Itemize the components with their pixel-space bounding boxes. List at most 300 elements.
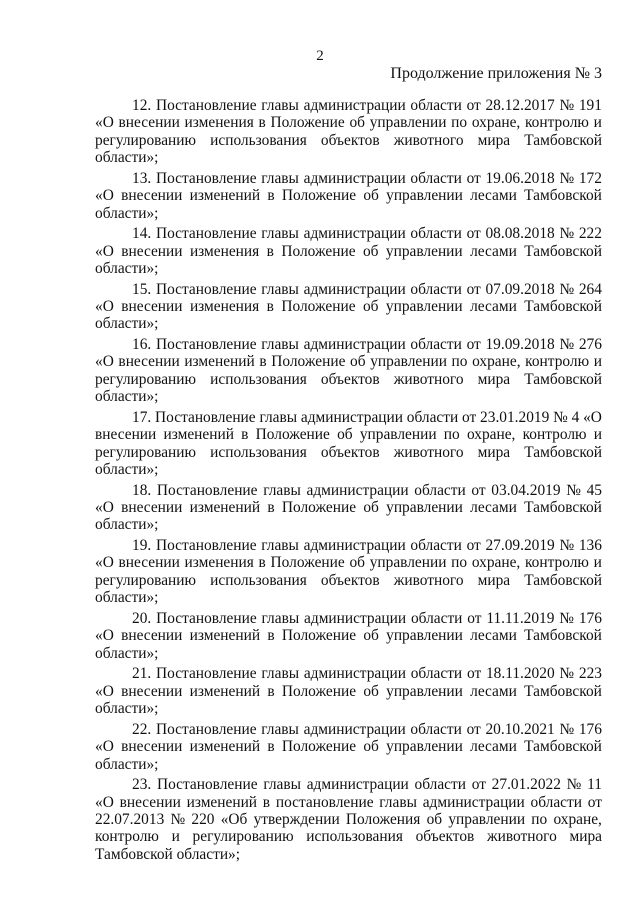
word: области [410, 720, 462, 738]
word: лесами [470, 738, 517, 756]
list-item [95, 537, 602, 607]
word: от [466, 225, 481, 243]
word: об [362, 298, 379, 316]
word: № [559, 280, 575, 298]
word: в [267, 627, 275, 645]
word: от [466, 537, 481, 555]
word: администрации [303, 280, 406, 298]
word: области»; [95, 204, 159, 222]
list-item-line [95, 683, 602, 700]
word: внесении [121, 298, 183, 316]
word: объектов [320, 370, 380, 388]
list-item-line [95, 589, 602, 606]
word: в [266, 298, 274, 316]
word: 136 [578, 537, 602, 555]
word: 08.08.2018 [485, 225, 555, 243]
word: администрации [303, 97, 406, 114]
word: об [349, 114, 365, 132]
word: в [267, 187, 275, 205]
word: 28.12.2017 [485, 97, 555, 114]
list-item-line [95, 627, 602, 644]
word: главы [263, 776, 301, 794]
word: животного [393, 443, 464, 461]
word: администрации [303, 537, 406, 555]
word: регулированию [95, 370, 197, 388]
word: администрации [303, 169, 406, 187]
word: регулированию [95, 443, 197, 461]
word: главы [261, 336, 299, 354]
word: изменений [189, 499, 261, 517]
word: Тамбовской [524, 627, 602, 645]
word: в [258, 554, 266, 572]
list-item-line [95, 149, 602, 166]
word: использования [210, 131, 307, 149]
word: 4 [571, 408, 580, 426]
word: об [426, 810, 443, 828]
word: изменений [163, 426, 234, 444]
word: лесами [470, 242, 517, 260]
word: области [410, 336, 462, 354]
word: области»; [95, 388, 159, 406]
word: области»; [95, 755, 159, 773]
continuation-heading: Продолжение приложения № 3 [390, 65, 602, 82]
list-item-line [95, 482, 602, 499]
word: внесении [121, 499, 183, 517]
word: управлении [385, 298, 463, 316]
word: «О [95, 353, 114, 371]
word: № [566, 481, 581, 499]
word: «Об [220, 810, 248, 828]
word: об [363, 627, 379, 645]
list-item-line [95, 388, 602, 405]
word: животного [393, 571, 464, 589]
word: постановление [275, 793, 374, 811]
word: «О [95, 114, 114, 132]
word: 176 [578, 609, 602, 627]
word: управлении [369, 554, 447, 572]
word: мира [477, 443, 511, 461]
list-item-line [95, 499, 602, 516]
list-item [95, 336, 602, 406]
word: 223 [578, 665, 602, 683]
word: главы [261, 720, 299, 738]
word: управлении [386, 738, 463, 756]
word: Тамбовской [524, 499, 602, 517]
word: от [466, 665, 482, 683]
word: управлении [369, 114, 447, 132]
word: № [559, 336, 575, 354]
word: от [467, 609, 482, 627]
word: администрации [303, 336, 406, 354]
word: области [410, 609, 463, 627]
list-item-line [95, 756, 602, 773]
word: мира [569, 828, 602, 846]
word: Постановление [155, 280, 257, 298]
list-item [95, 281, 602, 333]
word: животного [393, 370, 464, 388]
word: Положение [281, 738, 357, 756]
word: Тамбовской [524, 738, 602, 756]
word: от [466, 169, 481, 187]
word: 20.10.2021 [485, 720, 555, 738]
word: 264 [578, 280, 602, 298]
word: объектов [320, 571, 380, 589]
word: 14. [132, 225, 152, 243]
word: и [593, 426, 602, 444]
word: администрации [304, 609, 407, 627]
list-item-line [95, 828, 602, 845]
word: изменений [184, 353, 255, 371]
word: 21. [132, 665, 152, 683]
enumerated-list [95, 97, 602, 863]
word: администрации [306, 776, 409, 794]
word: от [462, 408, 477, 426]
word: 18.11.2020 [485, 665, 555, 683]
word: главы [261, 225, 299, 243]
word: № [170, 810, 186, 828]
word: Положение [281, 499, 357, 517]
word: охране, [466, 426, 516, 444]
word: управлении [359, 426, 437, 444]
word: использования [306, 828, 403, 846]
word: по [531, 810, 548, 828]
word: 13. [132, 169, 152, 187]
word: 27.01.2022 [491, 776, 561, 794]
word: Положение [281, 187, 357, 205]
word: об [337, 426, 353, 444]
word: администрации [306, 481, 409, 499]
word: охране, [471, 114, 521, 132]
word: Постановление [156, 609, 257, 627]
word: «О [95, 554, 114, 572]
word: внесении [121, 187, 183, 205]
word: № [559, 609, 574, 627]
word: управлении [448, 810, 526, 828]
word: 191 [578, 97, 602, 114]
word: Тамбовской [95, 845, 173, 863]
word: Тамбовской [524, 682, 602, 700]
word: управлении [370, 353, 447, 371]
word: 03.04.2019 [491, 481, 561, 499]
word: Тамбовской [524, 571, 602, 589]
list-item-line [95, 794, 602, 811]
word: Положение [281, 298, 356, 316]
word: администрации [303, 665, 406, 683]
word: контролю [522, 426, 587, 444]
word: 17. [132, 408, 152, 426]
list-item [95, 225, 602, 277]
word: Тамбовской [524, 131, 602, 149]
word: области [410, 537, 462, 555]
word: 172 [578, 169, 602, 187]
list-item [95, 482, 602, 534]
word: использования [210, 443, 307, 461]
word: Тамбовской [524, 242, 602, 260]
word: лесами [470, 627, 517, 645]
word: Постановление [156, 665, 257, 683]
list-item-line [95, 811, 602, 828]
word: Положение [270, 554, 345, 572]
word: области»; [95, 149, 159, 167]
list-item-line [95, 409, 602, 426]
list-item-line [95, 554, 602, 571]
word: 19.06.2018 [485, 169, 555, 187]
list-item-line [95, 776, 602, 793]
word: администрации [300, 408, 403, 426]
list-item-line [95, 170, 602, 187]
word: в [241, 426, 249, 444]
word: изменений [189, 682, 261, 700]
word: использования [210, 571, 307, 589]
word: в [267, 738, 275, 756]
word: лесами [470, 499, 517, 517]
word: изменений [189, 627, 261, 645]
list-item-line [95, 516, 602, 533]
word: животного [393, 131, 464, 149]
word: использования [210, 370, 307, 388]
word: Постановление [156, 481, 258, 499]
word: Положение [281, 682, 357, 700]
word: управлении [386, 499, 463, 517]
word: 11.11.2019 [486, 609, 555, 627]
word: и [593, 353, 602, 371]
word: главы [261, 97, 299, 114]
word: Постановление [155, 537, 257, 555]
word: 222 [578, 225, 602, 243]
word: № [559, 537, 575, 555]
word: внесении [95, 426, 157, 444]
word: регулированию [95, 131, 197, 149]
word: Постановление [156, 776, 258, 794]
word: объектов [415, 828, 475, 846]
word: от [466, 336, 481, 354]
word: об [363, 187, 379, 205]
list-item-line [95, 371, 602, 388]
word: внесении [119, 793, 181, 811]
word: внесении [118, 114, 180, 132]
word: изменения [184, 554, 254, 572]
word: области»; [95, 516, 159, 534]
word: охране, [553, 810, 602, 828]
word: управлении [386, 682, 463, 700]
list-item-line [95, 738, 602, 755]
word: 12. [132, 97, 152, 114]
word: Тамбовской [524, 298, 602, 316]
word: от [466, 720, 481, 738]
word: охране, [472, 353, 521, 371]
word: области»; [95, 700, 159, 718]
word: 15. [132, 280, 152, 298]
list-item-line [95, 426, 602, 443]
word: регулированию [192, 828, 294, 846]
word: регулированию [95, 571, 197, 589]
list-item-line [95, 700, 602, 717]
word: главы [379, 793, 417, 811]
list-item-line [95, 461, 602, 478]
word: об [350, 353, 366, 371]
word: объектов [320, 131, 380, 149]
word: № [559, 720, 575, 738]
word: Положение [281, 627, 357, 645]
word: Постановление [155, 336, 257, 354]
word: об [363, 738, 379, 756]
word: области [410, 169, 462, 187]
word: изменений [189, 738, 261, 756]
word: № [559, 225, 575, 243]
word: охране, [471, 554, 521, 572]
word: «О [95, 242, 114, 260]
word: Тамбовской [524, 187, 602, 205]
word: главы [261, 609, 300, 627]
word: в [267, 499, 275, 517]
list-item-line [95, 645, 602, 662]
word: 20. [132, 609, 152, 627]
word: «О [583, 408, 602, 426]
word: в [259, 353, 267, 371]
list-item-line [95, 846, 602, 863]
word: по [443, 426, 460, 444]
word: от [466, 97, 481, 114]
word: Постановление [155, 169, 257, 187]
word: изменений [186, 793, 258, 811]
word: животного [486, 828, 557, 846]
word: главы [263, 481, 301, 499]
word: 22.07.2013 [95, 810, 165, 828]
list-item [95, 97, 602, 167]
word: изменения [184, 114, 254, 132]
list-item-line [95, 336, 602, 353]
word: 19.09.2018 [485, 336, 555, 354]
word: управлении [386, 627, 463, 645]
word: лесами [470, 682, 517, 700]
word: 22. [132, 720, 152, 738]
word: 45 [586, 481, 602, 499]
list-item-line [95, 187, 602, 204]
word: 176 [578, 720, 602, 738]
word: области»; [95, 260, 159, 278]
word: изменений [189, 187, 261, 205]
list-item-line [95, 132, 602, 149]
word: главы [261, 169, 299, 187]
word: изменения [189, 242, 260, 260]
word: об [363, 682, 379, 700]
word: и [593, 554, 602, 572]
word: объектов [320, 443, 380, 461]
word: главы [261, 665, 300, 683]
word: Тамбовской [524, 370, 602, 388]
word: главы [261, 280, 299, 298]
word: области [410, 280, 462, 298]
word: внесении [118, 353, 180, 371]
word: в [266, 242, 274, 260]
word: области [410, 97, 462, 114]
word: в [267, 682, 275, 700]
list-item-line [95, 315, 602, 332]
word: управлении [386, 187, 463, 205]
word: Постановление [155, 720, 257, 738]
word: Положение [270, 114, 345, 132]
word: Положения [345, 810, 421, 828]
word: «О [95, 499, 114, 517]
list-item [95, 409, 602, 479]
word: по [451, 353, 468, 371]
word: № [559, 665, 575, 683]
word: внесении [118, 554, 180, 572]
word: области»; [176, 845, 241, 863]
word: 23. [132, 776, 152, 794]
word: области [530, 793, 582, 811]
word: внесении [121, 682, 183, 700]
word: № [559, 97, 575, 114]
list-item [95, 665, 602, 717]
word: Положение [271, 353, 346, 371]
word: администрации [303, 225, 406, 243]
word: области»; [95, 644, 159, 662]
list-item-line [95, 260, 602, 277]
word: об [363, 499, 379, 517]
word: в [262, 793, 271, 811]
list-item-line [95, 444, 602, 461]
word: контролю [524, 554, 589, 572]
word: мира [477, 370, 511, 388]
word: № [559, 169, 575, 187]
word: области»; [95, 589, 159, 607]
word: 07.09.2018 [485, 280, 555, 298]
word: контролю [525, 353, 590, 371]
list-item [95, 170, 602, 222]
word: контролю [524, 114, 589, 132]
list-item-line [95, 225, 602, 242]
word: по [451, 554, 468, 572]
word: «О [95, 298, 114, 316]
word: Положение [255, 426, 330, 444]
word: мира [477, 131, 511, 149]
word: Постановление [155, 97, 257, 114]
word: Положение [281, 242, 356, 260]
word: Постановление [155, 225, 257, 243]
list-item-line [95, 205, 602, 222]
list-item [95, 721, 602, 773]
list-item [95, 776, 602, 863]
word: внесении [121, 627, 183, 645]
list-item-line [95, 610, 602, 627]
word: области [410, 225, 462, 243]
word: в [258, 114, 266, 132]
word: об [362, 242, 379, 260]
word: главы [259, 408, 298, 426]
word: области»; [95, 461, 159, 479]
list-item-line [95, 537, 602, 554]
word: 276 [578, 336, 602, 354]
word: 23.01.2019 [480, 408, 550, 426]
list-item [95, 610, 602, 662]
word: № [566, 776, 582, 794]
word: 220 [191, 810, 215, 828]
word: администрации [303, 720, 406, 738]
word: области [414, 776, 466, 794]
word: области [410, 665, 463, 683]
word: области [414, 481, 466, 499]
list-item-line [95, 721, 602, 738]
word: главы [261, 537, 299, 555]
word: 27.09.2019 [485, 537, 555, 555]
word: внесении [121, 242, 183, 260]
word: Постановление [155, 408, 256, 426]
word: от [471, 776, 486, 794]
word: лесами [470, 187, 517, 205]
word: об [349, 554, 365, 572]
word: по [451, 114, 468, 132]
